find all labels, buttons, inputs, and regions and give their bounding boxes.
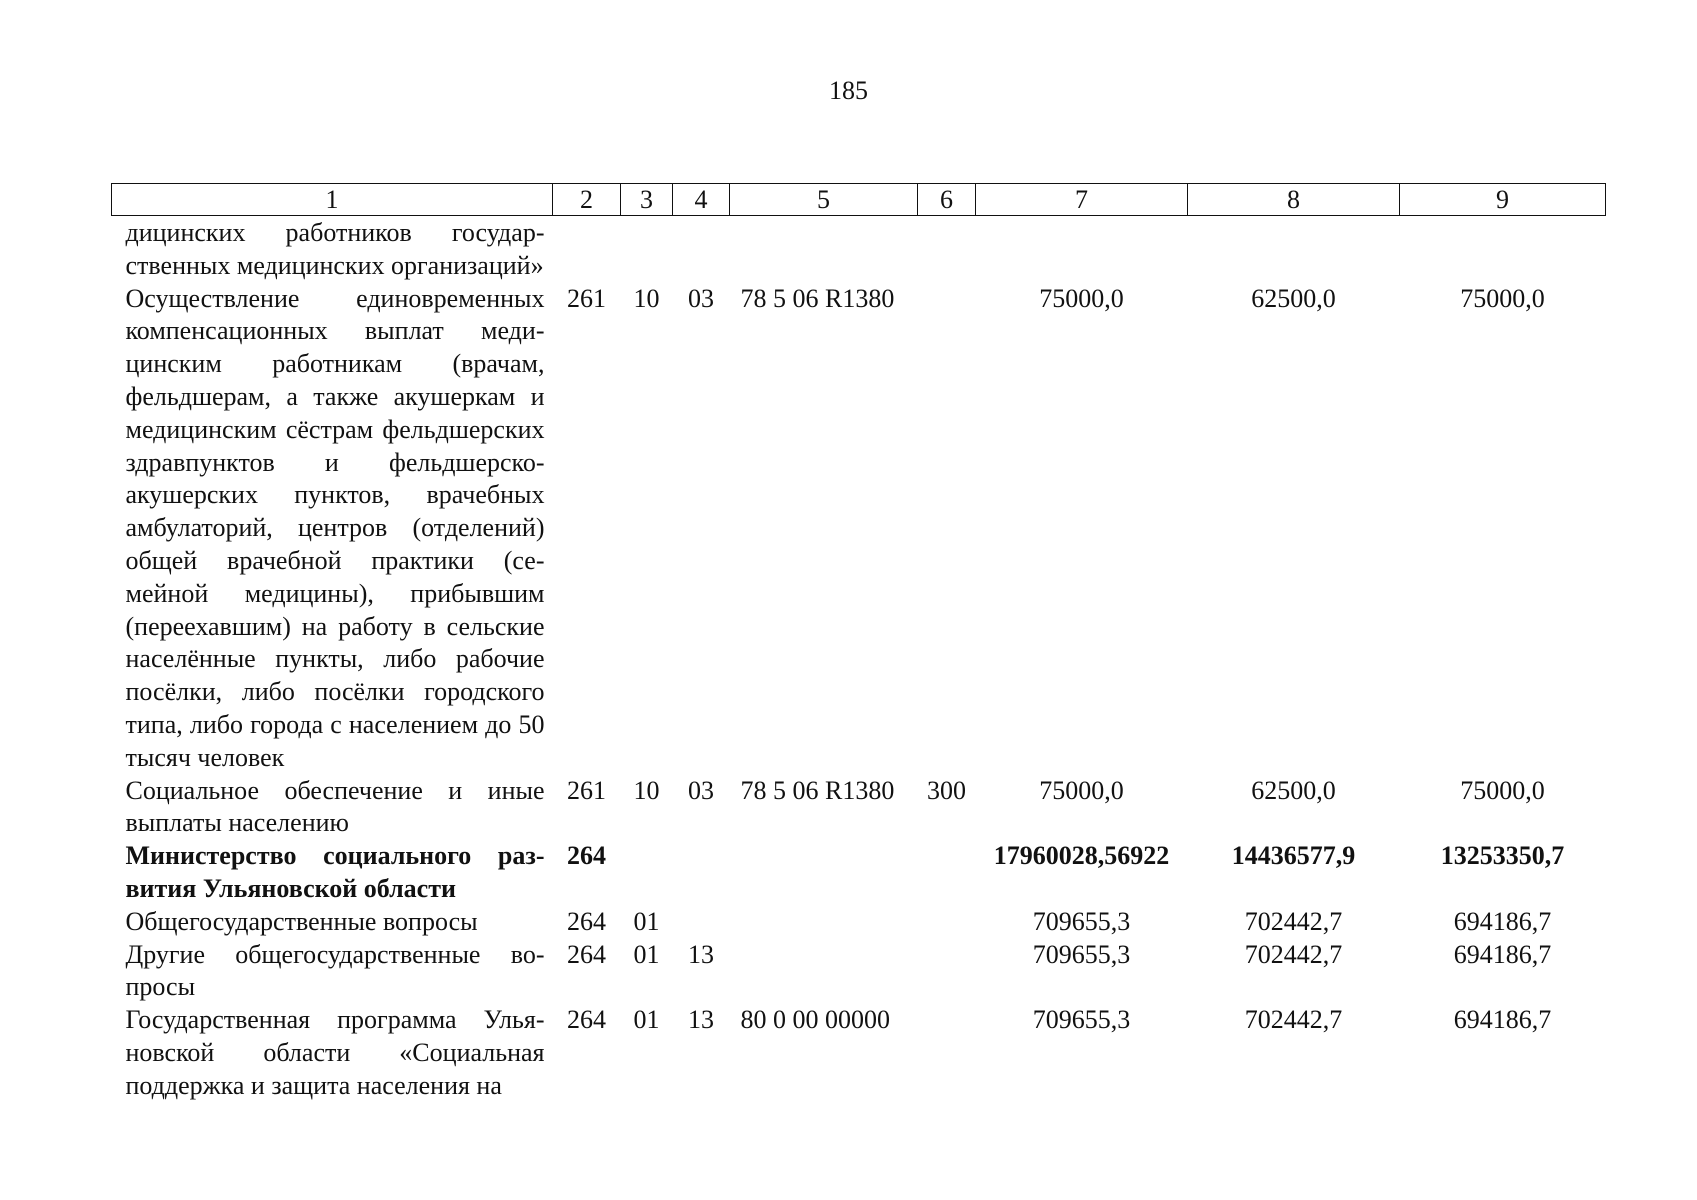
row-amount-col-7: 17960028,56922 — [993, 841, 1170, 871]
header-col-8: 8 — [1188, 184, 1400, 216]
row-expense-type — [918, 216, 976, 283]
row-expense-type — [918, 840, 976, 906]
row-target-article — [730, 906, 918, 939]
row-expense-type — [918, 906, 976, 939]
row-amount-col-7: 709655,3 — [1032, 1005, 1131, 1035]
row-target-article: 78 5 06 R1380 — [740, 775, 895, 805]
row-subsection-code: 13 — [688, 1005, 714, 1035]
row-amount-col-9: 75000,0 — [1460, 283, 1545, 313]
row-amount-col-7 — [976, 216, 1188, 283]
row-subsection-code — [673, 906, 730, 939]
row-subsection-code: 03 — [688, 283, 714, 313]
header-col-6: 6 — [918, 184, 976, 216]
header-col-3: 3 — [621, 184, 673, 216]
row-admin-code: 261 — [567, 283, 606, 313]
row-expense-type — [918, 939, 976, 1005]
row-amount-col-7: 75000,0 — [1039, 775, 1124, 805]
row-amount-col-8: 14436577,9 — [1231, 841, 1356, 871]
row-amount-col-9: 694186,7 — [1453, 939, 1552, 969]
header-col-2: 2 — [553, 184, 621, 216]
row-admin-code: 264 — [567, 841, 606, 871]
table-row — [112, 1004, 1606, 1102]
table-row — [112, 906, 1606, 939]
row-admin-code: 261 — [567, 775, 606, 805]
table-row — [112, 216, 1606, 283]
budget-table — [111, 183, 1606, 1103]
row-expense-type — [918, 283, 976, 775]
row-target-article — [730, 840, 918, 906]
page-number: 185 — [829, 76, 868, 105]
row-amount-col-8: 702442,7 — [1244, 906, 1343, 936]
row-subsection-code: 13 — [688, 939, 714, 969]
row-amount-col-7: 709655,3 — [1032, 906, 1131, 936]
row-name: Общегосударственные вопросы — [125, 906, 478, 936]
header-col-9: 9 — [1400, 184, 1606, 216]
row-name: Социальное обеспечение и иные выплаты населению — [125, 775, 545, 838]
row-section-code — [621, 840, 673, 906]
header-col-5: 5 — [730, 184, 918, 216]
row-target-article: 80 0 00 00000 — [740, 1005, 890, 1035]
row-admin-code: 264 — [567, 939, 606, 969]
table-row — [112, 939, 1606, 1005]
row-name: Государственная программа Ульяновской области «Социальная поддержка и защита населения на — [125, 1005, 545, 1100]
row-section-code: 10 — [633, 283, 660, 313]
row-expense-type: 300 — [927, 775, 966, 805]
row-subsection-code — [673, 216, 730, 283]
row-amount-col-8: 702442,7 — [1244, 1005, 1343, 1035]
row-section-code: 10 — [633, 775, 660, 805]
row-admin-code: 264 — [567, 906, 606, 936]
row-amount-col-7: 75000,0 — [1039, 283, 1124, 313]
row-amount-col-8: 702442,7 — [1244, 939, 1343, 969]
header-col-4: 4 — [673, 184, 730, 216]
row-admin-code — [553, 216, 621, 283]
row-admin-code: 264 — [567, 1005, 606, 1035]
row-amount-col-8: 62500,0 — [1251, 775, 1336, 805]
row-subsection-code — [673, 840, 730, 906]
row-name: дицинских работников государственных медицинских организаций» — [125, 218, 545, 280]
row-amount-col-9 — [1400, 216, 1606, 283]
row-amount-col-8 — [1188, 216, 1400, 283]
header-col-7: 7 — [976, 184, 1188, 216]
header-col-1: 1 — [112, 184, 553, 216]
table-row — [112, 775, 1606, 841]
row-amount-col-9: 694186,7 — [1453, 1005, 1552, 1035]
table-header — [112, 184, 1606, 216]
row-name: Министерство социального развития Ульяновской области — [125, 841, 545, 903]
header-row — [112, 184, 1606, 216]
row-expense-type — [918, 1004, 976, 1102]
row-section-code — [621, 216, 673, 283]
row-amount-col-9: 694186,7 — [1453, 906, 1552, 936]
row-amount-col-9: 13253350,7 — [1440, 841, 1565, 871]
table-row — [112, 840, 1606, 906]
row-section-code: 01 — [633, 906, 660, 936]
table-row — [112, 283, 1606, 775]
row-amount-col-9: 75000,0 — [1460, 775, 1545, 805]
row-name: Другие общегосударственные вопросы — [125, 939, 545, 1002]
row-section-code: 01 — [633, 939, 660, 969]
row-target-article — [730, 216, 918, 283]
row-target-article: 78 5 06 R1380 — [740, 283, 895, 313]
table-body — [112, 216, 1606, 1103]
row-section-code: 01 — [633, 1005, 660, 1035]
budget-table-container — [111, 183, 1605, 1103]
row-subsection-code: 03 — [688, 775, 714, 805]
row-target-article — [730, 939, 918, 1005]
row-amount-col-7: 709655,3 — [1032, 939, 1131, 969]
row-name: Осуществление единовременных компенсационных выплат медицинским работникам (врачам, фельдшерам, а также акушеркам и медицинским сёстрам фельдшерских здравпунктов и фельдшерско-акушерских пунктов, врачебных амбулаторий, центров (отделений) общей врачебной практики (семейной медицины), прибывшим (переехавшим) на работу в сельские населённые пункты, либо рабочие посёлки, либо посёлки городского типа, либо города с населением до 50 тысяч человек — [125, 283, 545, 772]
row-amount-col-8: 62500,0 — [1251, 283, 1336, 313]
